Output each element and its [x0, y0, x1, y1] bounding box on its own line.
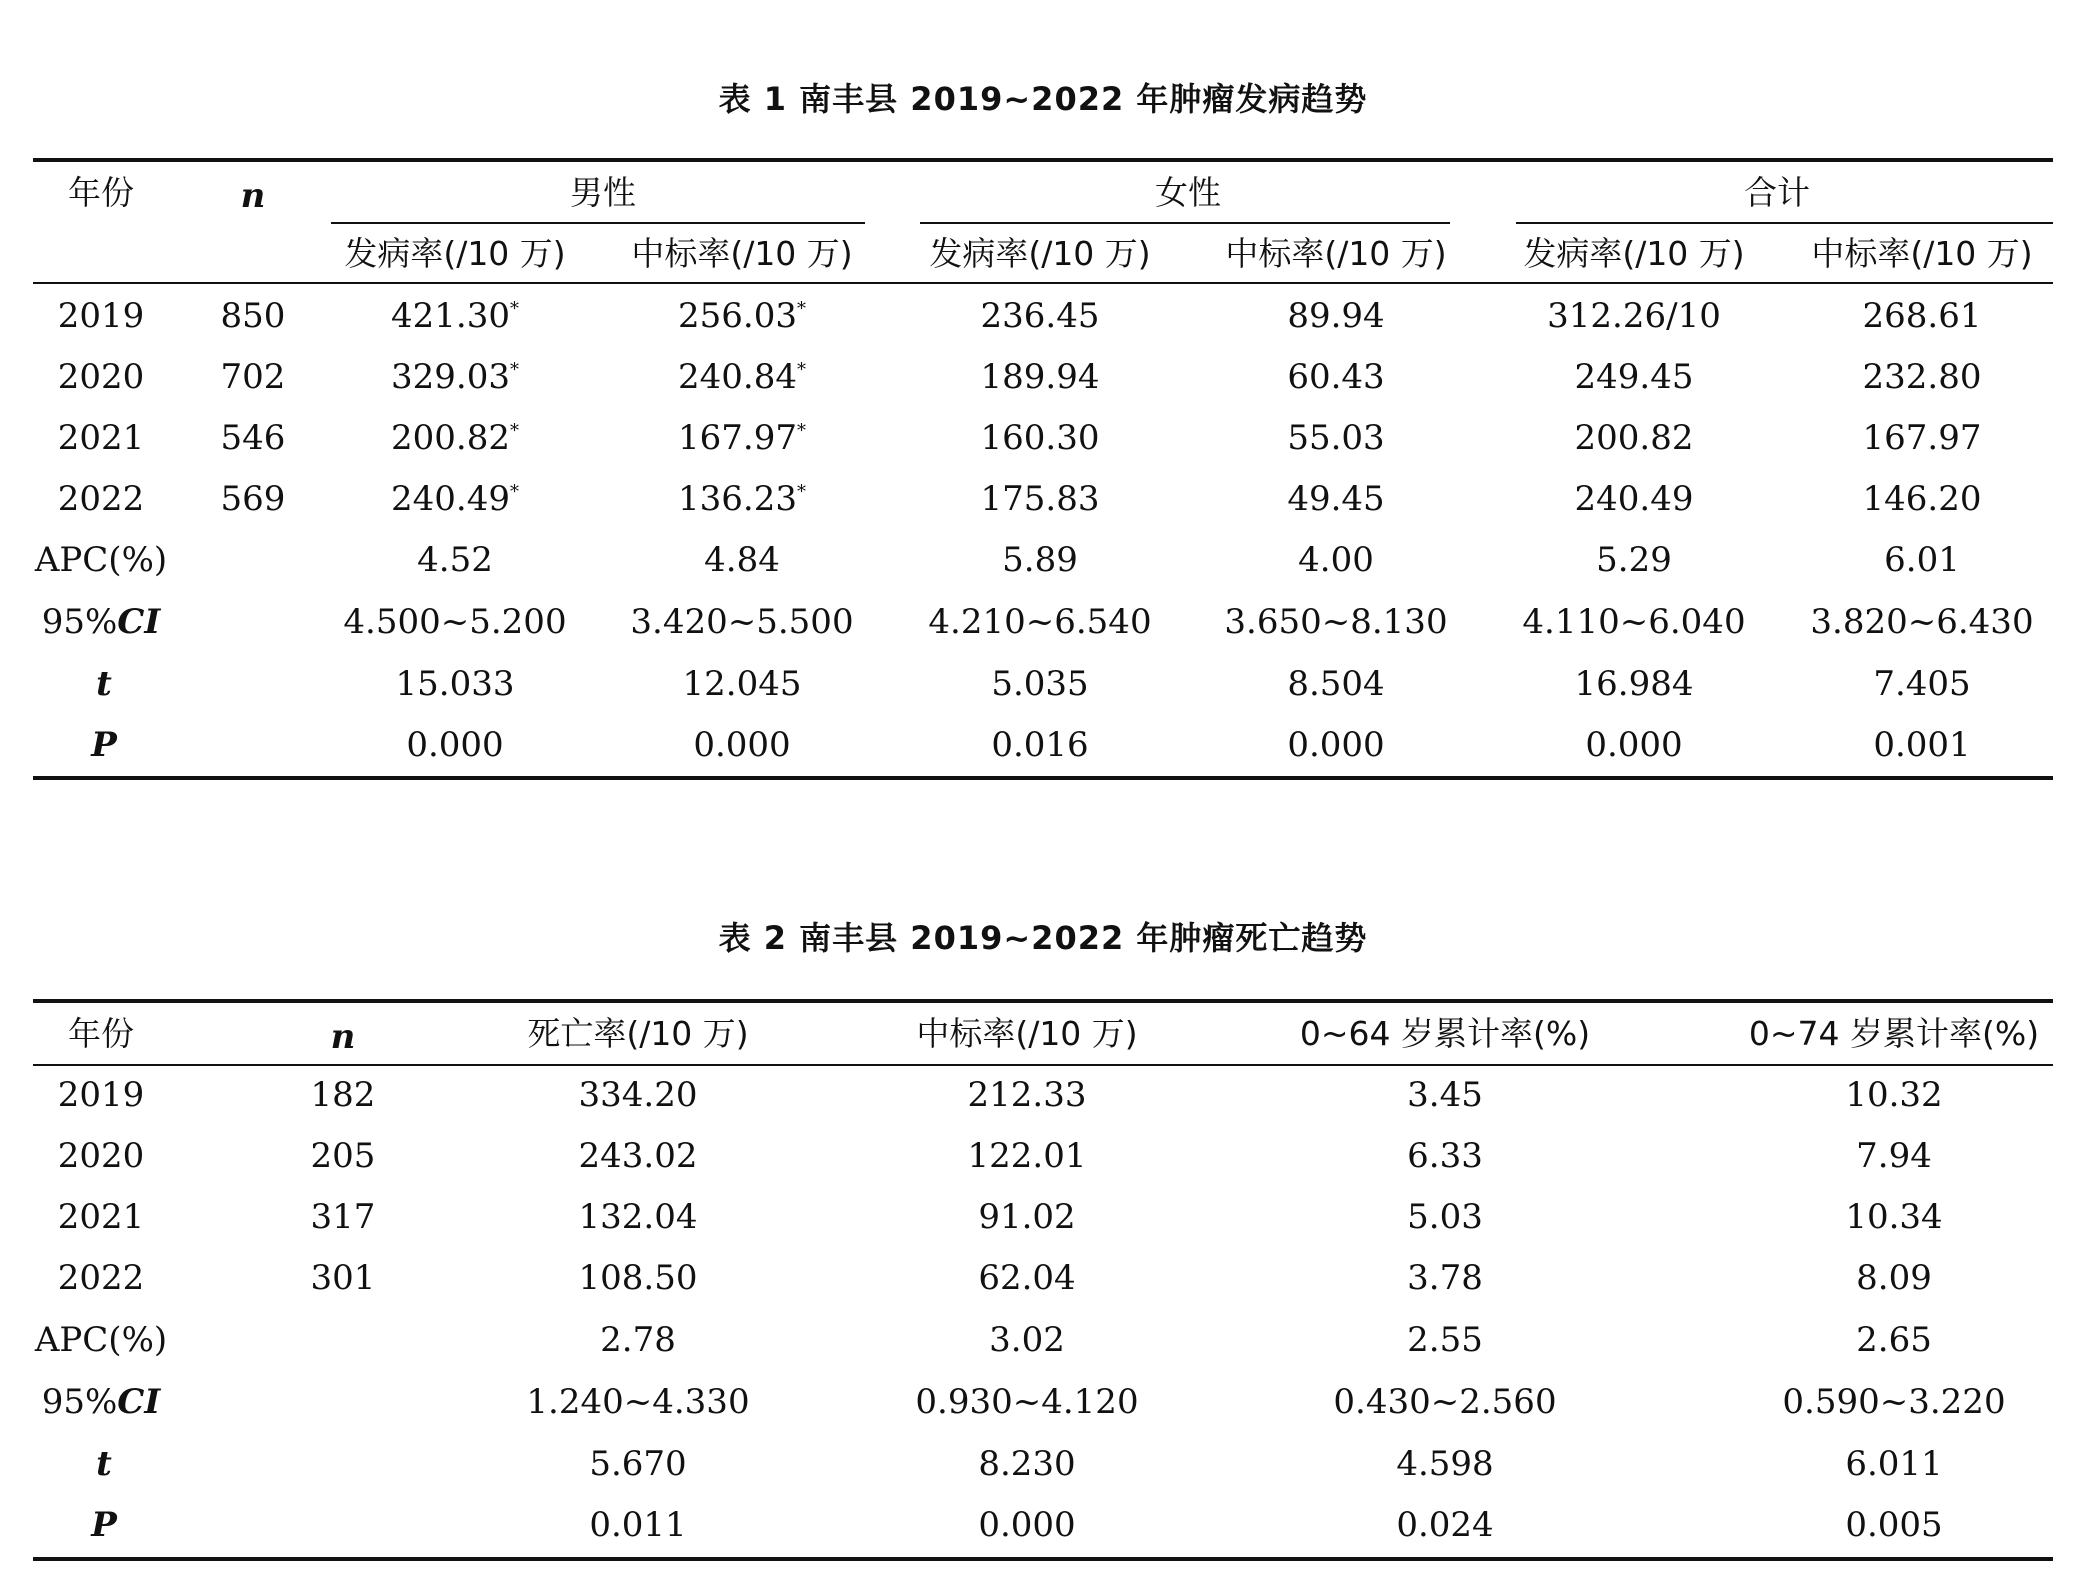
table2-stat-value: 6.011	[1845, 1444, 1943, 1484]
table1-cell-female-incidence: 175.83	[980, 479, 1100, 519]
table2-row-n: 317	[310, 1197, 376, 1237]
table2-stat-label-apc: APC(%)	[34, 1320, 168, 1360]
table2-row-n: 301	[310, 1258, 376, 1298]
table1-stat-value: 0.000	[406, 725, 504, 765]
table1-male-group-rule	[331, 222, 865, 224]
table1-cell-female-incidence: 236.45	[980, 296, 1100, 336]
table1-subheader-total-incidence: 发病率(/10 万)	[1523, 234, 1745, 273]
table2-header-mortality: 死亡率(/10 万)	[527, 1014, 749, 1053]
table1-cell-male-incidence: 200.82*	[391, 418, 519, 458]
table1-row-n: 546	[220, 418, 286, 458]
table2-stat-value: 5.670	[589, 1444, 687, 1484]
table1-stat-value: 3.820~6.430	[1810, 602, 2034, 642]
table1-cell-female-asr: 60.43	[1287, 357, 1385, 397]
table2-stat-value: 2.55	[1407, 1320, 1483, 1360]
table1-cell-total-asr: 167.97	[1862, 418, 1982, 458]
table2-top-rule	[33, 999, 2053, 1003]
table2-row-year: 2022	[57, 1258, 145, 1298]
table1-stat-value: 15.033	[395, 664, 515, 704]
table1-stat-value: 4.500~5.200	[343, 602, 567, 642]
table2-cell-mortality: 108.50	[578, 1258, 698, 1298]
table1-cell-female-incidence: 189.94	[980, 357, 1100, 397]
table2-stat-value: 2.78	[600, 1320, 676, 1360]
table1-header-total: 合计	[1744, 173, 1810, 212]
table1-header-n: n	[240, 176, 266, 216]
table1-stat-label-t: t	[96, 664, 112, 704]
table1-row-n: 850	[220, 296, 286, 336]
table1-cell-female-asr: 89.94	[1287, 296, 1385, 336]
table1-row-year: 2021	[57, 418, 145, 458]
table1-row-n: 569	[220, 479, 286, 519]
table1-cell-male-incidence: 240.49*	[391, 479, 519, 519]
table1-title: 表 1 南丰县 2019~2022 年肿瘤发病趋势	[718, 80, 1368, 118]
table1-stat-value: 0.001	[1873, 725, 1971, 765]
table1-stat-value: 5.29	[1596, 540, 1672, 580]
table2-stat-value: 8.230	[978, 1444, 1076, 1484]
table1-stat-value: 4.00	[1298, 540, 1374, 580]
table2-stat-label-p: P	[91, 1505, 117, 1545]
table2-stat-value: 0.430~2.560	[1333, 1382, 1557, 1422]
table2-row-year: 2019	[57, 1075, 145, 1115]
table1-subheader-total-asr: 中标率(/10 万)	[1811, 234, 2033, 273]
table1-stat-label-apc: APC(%)	[34, 540, 168, 580]
table2-stat-value: 0.011	[589, 1505, 687, 1545]
significance-star: *	[796, 298, 806, 320]
significance-star: *	[509, 298, 519, 320]
table2-stat-value: 0.930~4.120	[915, 1382, 1139, 1422]
table1-subheader-female-asr: 中标率(/10 万)	[1225, 234, 1447, 273]
table1-cell-female-incidence: 160.30	[980, 418, 1100, 458]
table1-header-male: 男性	[570, 173, 636, 212]
table2-stat-value: 2.65	[1856, 1320, 1932, 1360]
table1-row-year: 2019	[57, 296, 145, 336]
table1-cell-female-asr: 49.45	[1287, 479, 1385, 519]
table1-header-year: 年份	[68, 173, 134, 212]
table1-stat-value: 0.016	[991, 725, 1089, 765]
table1-cell-total-incidence: 312.26/10	[1547, 296, 1721, 336]
table1-cell-male-asr: 167.97*	[678, 418, 806, 458]
table1-cell-total-asr: 232.80	[1862, 357, 1982, 397]
table1-row-year: 2022	[57, 479, 145, 519]
table2-cell-cum74: 7.94	[1856, 1136, 1932, 1176]
table2-cell-cum64: 3.78	[1407, 1258, 1483, 1298]
table2-cell-cum64: 3.45	[1407, 1075, 1483, 1115]
significance-star: *	[509, 481, 519, 503]
table2-row-year: 2020	[57, 1136, 145, 1176]
table1-cell-male-asr: 240.84*	[678, 357, 806, 397]
table1-cell-total-asr: 146.20	[1862, 479, 1982, 519]
table2-stat-label-ci: 95%CI	[41, 1382, 161, 1422]
table1-stat-value: 4.210~6.540	[928, 602, 1152, 642]
table1-stat-value: 5.035	[991, 664, 1089, 704]
table1-row-n: 702	[220, 357, 286, 397]
table1-cell-male-asr: 256.03*	[678, 296, 806, 336]
table1-stat-label-p: P	[91, 725, 117, 765]
table1-row-year: 2020	[57, 357, 145, 397]
table2-cell-cum74: 8.09	[1856, 1258, 1932, 1298]
table1-subheader-male-asr: 中标率(/10 万)	[631, 234, 853, 273]
table2-cell-asr: 212.33	[967, 1075, 1087, 1115]
table1-female-group-rule	[920, 222, 1450, 224]
table2-header-rule	[33, 1064, 2053, 1066]
table2-stat-value: 0.000	[978, 1505, 1076, 1545]
table1-cell-total-incidence: 240.49	[1574, 479, 1694, 519]
table2-header-asr: 中标率(/10 万)	[916, 1014, 1138, 1053]
table2-cell-mortality: 334.20	[578, 1075, 698, 1115]
table2-stat-value: 4.598	[1396, 1444, 1494, 1484]
table2-title: 表 2 南丰县 2019~2022 年肿瘤死亡趋势	[718, 919, 1368, 957]
table1-subheader-female-incidence: 发病率(/10 万)	[929, 234, 1151, 273]
table1-stat-value: 4.110~6.040	[1522, 602, 1746, 642]
table2-bottom-rule	[33, 1557, 2053, 1561]
table1-cell-male-incidence: 421.30*	[391, 296, 519, 336]
table2-stat-value: 1.240~4.330	[526, 1382, 750, 1422]
table1-cell-total-incidence: 249.45	[1574, 357, 1694, 397]
table2-row-n: 205	[310, 1136, 376, 1176]
table1-header-rule	[33, 282, 2053, 284]
table2-stat-value: 3.02	[989, 1320, 1065, 1360]
table2-cell-asr: 62.04	[978, 1258, 1076, 1298]
table1-cell-total-asr: 268.61	[1862, 296, 1982, 336]
significance-star: *	[796, 359, 806, 381]
significance-star: *	[509, 420, 519, 442]
table1-stat-value: 4.84	[704, 540, 780, 580]
table2-cell-asr: 91.02	[978, 1197, 1076, 1237]
table1-stat-value: 0.000	[1287, 725, 1385, 765]
table1-stat-value: 16.984	[1574, 664, 1694, 704]
table1-stat-value: 0.000	[693, 725, 791, 765]
significance-star: *	[796, 420, 806, 442]
table2-stat-value: 0.590~3.220	[1782, 1382, 2006, 1422]
significance-star: *	[509, 359, 519, 381]
table1-cell-male-asr: 136.23*	[678, 479, 806, 519]
table2-header-cum64: 0~64 岁累计率(%)	[1299, 1014, 1591, 1053]
table1-stat-value: 8.504	[1287, 664, 1385, 704]
table2-stat-label-t: t	[96, 1444, 112, 1484]
table2-cell-mortality: 243.02	[578, 1136, 698, 1176]
table1-bottom-rule	[33, 776, 2053, 780]
table1-stat-value: 5.89	[1002, 540, 1078, 580]
table2-header-n: n	[330, 1017, 356, 1057]
table1-total-group-rule	[1516, 222, 2053, 224]
table1-stat-value: 0.000	[1585, 725, 1683, 765]
table2-row-n: 182	[310, 1075, 376, 1115]
table1-stat-value: 6.01	[1884, 540, 1960, 580]
table1-cell-male-incidence: 329.03*	[391, 357, 519, 397]
table2-row-year: 2021	[57, 1197, 145, 1237]
table2-cell-cum74: 10.34	[1845, 1197, 1943, 1237]
table1-header-female: 女性	[1155, 173, 1221, 212]
table1-stat-label-ci: 95%CI	[41, 602, 161, 642]
table2-cell-mortality: 132.04	[578, 1197, 698, 1237]
table2-stat-value: 0.024	[1396, 1505, 1494, 1545]
significance-star: *	[796, 481, 806, 503]
table1-cell-total-incidence: 200.82	[1574, 418, 1694, 458]
table1-stat-value: 3.420~5.500	[630, 602, 854, 642]
table2-cell-cum74: 10.32	[1845, 1075, 1943, 1115]
table1-stat-value: 3.650~8.130	[1224, 602, 1448, 642]
table1-stat-value: 4.52	[417, 540, 493, 580]
table1-top-rule	[33, 158, 2053, 162]
table1-subheader-male-incidence: 发病率(/10 万)	[344, 234, 566, 273]
table1-cell-female-asr: 55.03	[1287, 418, 1385, 458]
table2-header-year: 年份	[68, 1014, 134, 1053]
table2-cell-cum64: 6.33	[1407, 1136, 1483, 1176]
table2-stat-value: 0.005	[1845, 1505, 1943, 1545]
table2-cell-asr: 122.01	[967, 1136, 1087, 1176]
table2-header-cum74: 0~74 岁累计率(%)	[1748, 1014, 2040, 1053]
table1-stat-value: 12.045	[682, 664, 802, 704]
table2-cell-cum64: 5.03	[1407, 1197, 1483, 1237]
table1-stat-value: 7.405	[1873, 664, 1971, 704]
